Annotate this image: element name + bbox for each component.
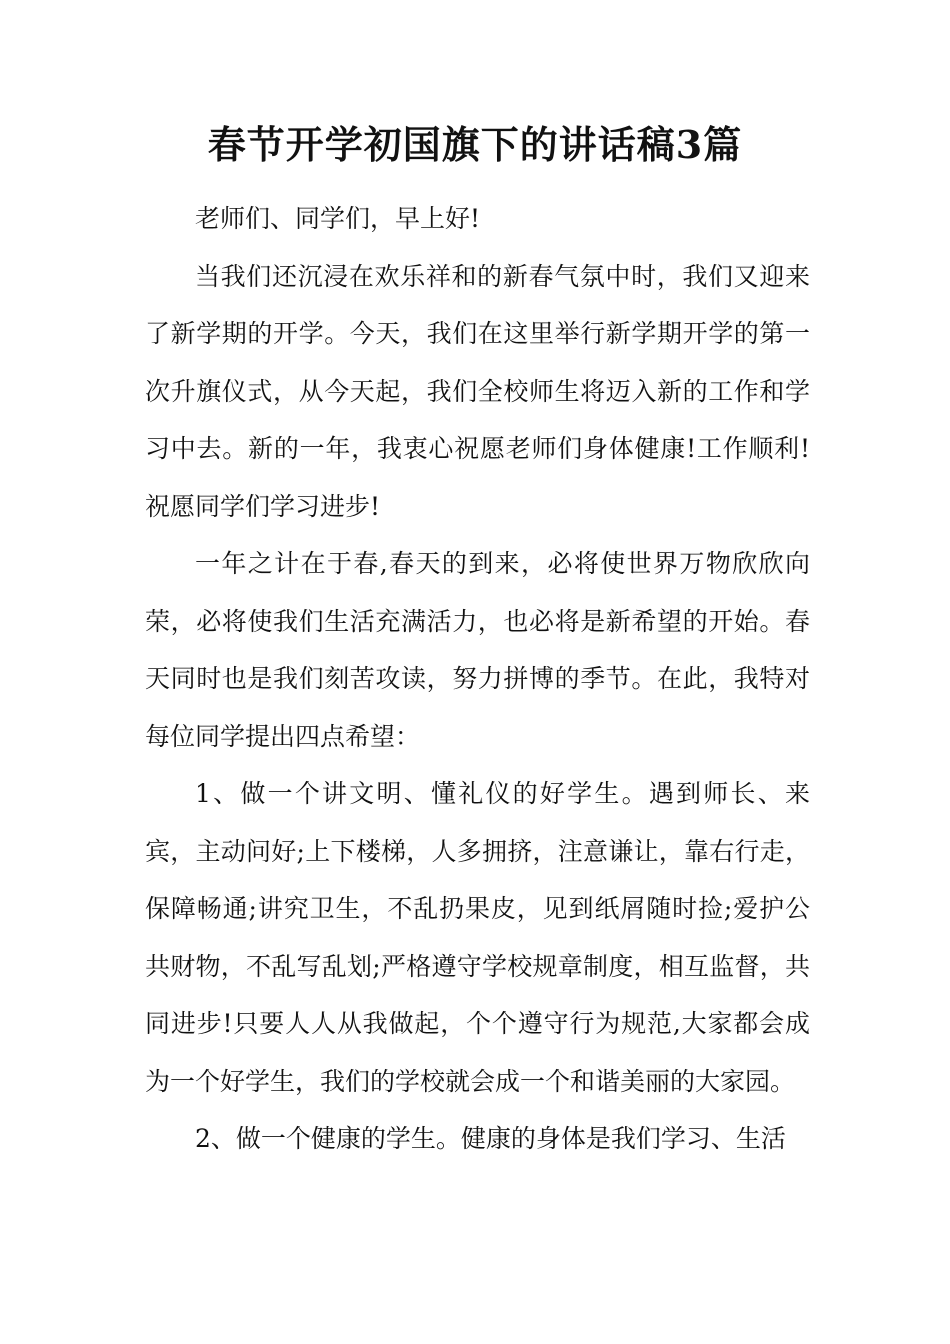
paragraph-greeting: 老师们、同学们，早上好!: [195, 204, 481, 233]
paragraph-spring: 一年之计在于春,春天的到来，必将使世界万物欣欣向荣，必将使我们生活充满活力，也必将是新希望的开始。春天同时也是我们刻苦攻读，努力拼博的季节。在此，我特对每位同学提出四点希望：: [145, 549, 810, 751]
document-title: 春节开学初国旗下的讲话稿3篇: [207, 122, 743, 167]
paragraph-point-1: 1、做一个讲文明、懂礼仪的好学生。遇到师长、来宾，主动问好;上下楼梯，人多拥挤，注意谦让，靠右行走，保障畅通;讲究卫生，不乱扔果皮，见到纸屑随时捡;爱护公共财物，不乱写乱划;严格遵守学校规章制度，相互监督，共同进步!只要人人从我做起，个个遵守行为规范,大家都会成为一个好学生，我们的学校就会成一个和谐美丽的大家园。: [145, 779, 810, 1096]
paragraph-point-2: 2、做一个健康的学生。健康的身体是我们学习、生活: [195, 1124, 786, 1153]
paragraph-opening: 当我们还沉浸在欢乐祥和的新春气氛中时，我们又迎来了新学期的开学。今天，我们在这里举行新学期开学的第一次升旗仪式，从今天起，我们全校师生将迈入新的工作和学习中去。新的一年，我衷心祝愿老师们身体健康!工作顺利!祝愿同学们学习进步!: [145, 261, 810, 521]
document-body: [145, 190, 810, 1168]
